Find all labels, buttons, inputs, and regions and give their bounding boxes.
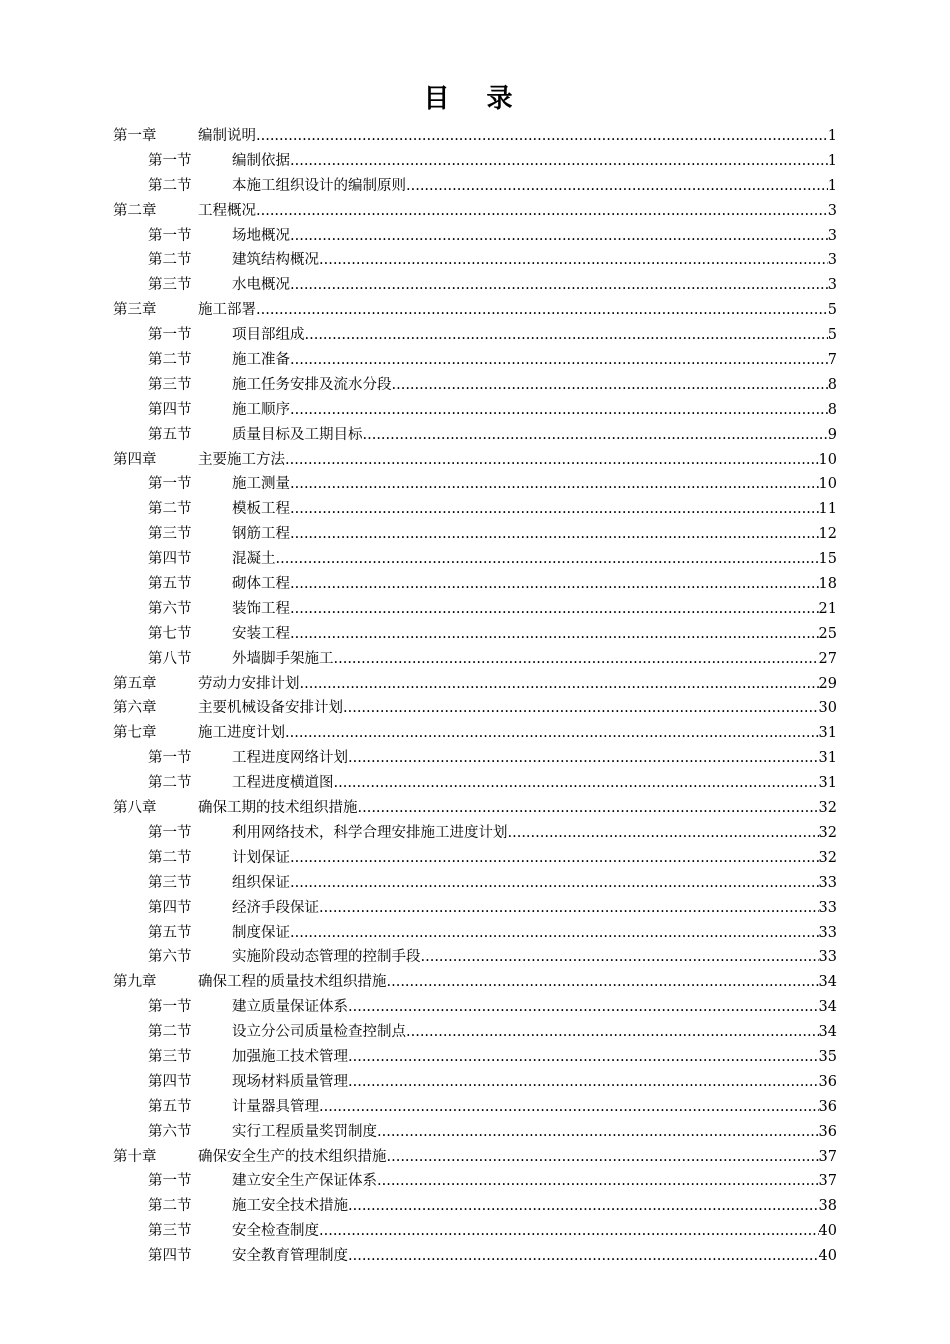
section-number: 第一节 [148, 227, 192, 244]
section-number: 第六节 [148, 600, 192, 617]
page-number: 21 [818, 600, 837, 617]
toc-chapter-entry[interactable] [113, 672, 837, 697]
section-number: 第五节 [148, 924, 192, 941]
dot-leader [387, 970, 819, 995]
entry-title: 模板工程 [232, 501, 290, 518]
toc-section-entry[interactable] [113, 647, 837, 672]
toc-chapter-entry[interactable] [113, 448, 837, 473]
toc-section-entry[interactable] [113, 348, 837, 373]
dot-leader [348, 1045, 819, 1070]
entry-title: 设立分公司质量检查控制点 [232, 1024, 406, 1041]
page-number: 32 [818, 800, 837, 817]
toc-section-entry[interactable] [113, 273, 837, 298]
entry-title: 施工任务安排及流水分段 [232, 376, 392, 393]
entry-title: 施工顺序 [232, 401, 290, 418]
section-number: 第二节 [148, 1198, 192, 1215]
page-number: 33 [818, 874, 837, 891]
section-number: 第八节 [148, 650, 192, 667]
toc-section-entry[interactable] [113, 921, 837, 946]
toc-chapter-entry[interactable] [113, 796, 837, 821]
dot-leader [290, 846, 819, 871]
entry-title: 经济手段保证 [232, 899, 319, 916]
page-number: 8 [827, 376, 837, 393]
toc-section-entry[interactable] [113, 771, 837, 796]
toc-section-entry[interactable] [113, 547, 837, 572]
entry-title: 计划保证 [232, 849, 290, 866]
entry-title: 本施工组织设计的编制原则 [232, 177, 406, 194]
section-number: 第二节 [148, 775, 192, 792]
dot-leader [348, 1070, 819, 1095]
dot-leader [290, 224, 828, 249]
dot-leader [377, 1169, 819, 1194]
toc-section-entry[interactable] [113, 248, 837, 273]
page-number: 36 [818, 1098, 837, 1115]
entry-title: 编制说明 [198, 128, 256, 144]
section-number: 第二节 [148, 352, 192, 369]
chapter-number: 第十章 [113, 1148, 157, 1165]
page-number: 29 [818, 675, 837, 692]
section-number: 第一节 [148, 750, 192, 767]
section-number: 第五节 [148, 576, 192, 593]
toc-section-entry[interactable] [113, 1120, 837, 1145]
dot-leader [285, 721, 819, 746]
entry-title: 计量器具管理 [232, 1098, 319, 1115]
entry-title: 施工测量 [232, 476, 290, 493]
page-number: 7 [827, 352, 837, 369]
entry-title: 制度保证 [232, 924, 290, 941]
chapter-number: 第八章 [113, 800, 157, 817]
toc-title: 目 录 [423, 84, 527, 114]
section-number: 第三节 [148, 376, 192, 393]
chapter-number: 第三章 [113, 302, 157, 319]
page-number: 33 [818, 924, 837, 941]
toc-section-entry[interactable] [113, 1194, 837, 1219]
section-number: 第三节 [148, 1048, 192, 1065]
entry-title: 混凝土 [232, 551, 276, 568]
toc-section-entry[interactable] [113, 522, 837, 547]
section-number: 第二节 [148, 849, 192, 866]
toc-chapter-entry[interactable] [113, 199, 837, 224]
page-number: 8 [827, 401, 837, 418]
entry-title: 工程进度横道图 [232, 775, 334, 792]
entry-title: 安装工程 [232, 625, 290, 642]
toc-section-entry[interactable] [113, 746, 837, 771]
entry-title: 建筑结构概况 [232, 252, 319, 269]
section-number: 第一节 [148, 152, 192, 169]
toc-section-entry[interactable] [113, 871, 837, 896]
entry-title: 项目部组成 [232, 327, 305, 344]
entry-title: 加强施工技术管理 [232, 1048, 348, 1065]
section-number: 第六节 [148, 1123, 192, 1140]
dot-leader [406, 1020, 819, 1045]
page-number: 31 [818, 750, 837, 767]
dot-leader [319, 1095, 819, 1120]
page-number: 3 [827, 252, 837, 269]
entry-title: 现场材料质量管理 [232, 1073, 348, 1090]
toc-section-entry[interactable] [113, 423, 837, 448]
section-number: 第二节 [148, 501, 192, 518]
section-number: 第三节 [148, 874, 192, 891]
page-number: 31 [818, 725, 837, 742]
section-number: 第三节 [148, 526, 192, 543]
dot-leader [285, 448, 819, 473]
dot-leader [256, 124, 828, 149]
page-number: 5 [827, 327, 837, 344]
page-number: 1 [827, 152, 837, 169]
toc-section-entry[interactable] [113, 1095, 837, 1120]
page-number: 36 [818, 1073, 837, 1090]
toc-section-entry[interactable] [113, 572, 837, 597]
toc-section-entry[interactable] [113, 472, 837, 497]
dot-leader [508, 821, 819, 846]
dot-leader [319, 248, 828, 273]
dot-leader [319, 896, 819, 921]
page-number: 1 [827, 177, 837, 194]
dot-leader [387, 1145, 819, 1170]
entry-title: 实行工程质量奖罚制度 [232, 1123, 377, 1140]
toc-section-entry[interactable] [113, 497, 837, 522]
dot-leader [348, 995, 819, 1020]
entry-title: 工程进度网络计划 [232, 750, 348, 767]
entry-title: 水电概况 [232, 277, 290, 294]
dot-leader [319, 1219, 819, 1244]
entry-title: 安全检查制度 [232, 1223, 319, 1240]
toc-section-entry[interactable] [113, 821, 837, 846]
dot-leader [348, 746, 819, 771]
section-number: 第四节 [148, 1248, 192, 1265]
page-number: 1 [827, 128, 837, 144]
dot-leader [290, 622, 819, 647]
entry-title: 外墙脚手架施工 [232, 650, 334, 667]
table-of-contents [113, 124, 837, 1269]
toc-section-entry[interactable] [113, 1045, 837, 1070]
entry-title: 确保工期的技术组织措施 [198, 800, 358, 817]
dot-leader [300, 672, 819, 697]
section-number: 第四节 [148, 1073, 192, 1090]
toc-section-entry[interactable] [113, 1070, 837, 1095]
page-number: 37 [818, 1148, 837, 1165]
page-number: 15 [818, 551, 837, 568]
page-number: 36 [818, 1123, 837, 1140]
page-number: 32 [818, 824, 837, 841]
dot-leader [334, 771, 819, 796]
entry-title: 实施阶段动态管理的控制手段 [232, 949, 421, 966]
dot-leader [363, 423, 828, 448]
dot-leader [305, 323, 828, 348]
dot-leader [290, 472, 819, 497]
entry-title: 确保安全生产的技术组织措施 [198, 1148, 387, 1165]
page-number: 38 [818, 1198, 837, 1215]
dot-leader [290, 348, 828, 373]
section-number: 第五节 [148, 1098, 192, 1115]
entry-title: 装饰工程 [232, 600, 290, 617]
page-number: 40 [818, 1223, 837, 1240]
dot-leader [358, 796, 819, 821]
chapter-number: 第七章 [113, 725, 157, 742]
chapter-number: 第九章 [113, 974, 157, 991]
page-number: 37 [818, 1173, 837, 1190]
entry-title: 建立质量保证体系 [232, 999, 348, 1016]
page-number: 34 [818, 974, 837, 991]
page-number: 11 [818, 501, 837, 518]
section-number: 第三节 [148, 277, 192, 294]
page-number: 32 [818, 849, 837, 866]
chapter-number: 第二章 [113, 202, 157, 219]
page-number: 31 [818, 775, 837, 792]
toc-chapter-entry[interactable] [113, 1145, 837, 1170]
section-number: 第一节 [148, 999, 192, 1016]
entry-title: 编制依据 [232, 152, 290, 169]
dot-leader [290, 398, 828, 423]
dot-leader [290, 871, 819, 896]
section-number: 第一节 [148, 1173, 192, 1190]
section-number: 第一节 [148, 824, 192, 841]
dot-leader [377, 1120, 819, 1145]
dot-leader [290, 497, 819, 522]
dot-leader [290, 597, 819, 622]
section-number: 第四节 [148, 401, 192, 418]
dot-leader [256, 298, 828, 323]
page-number: 34 [818, 1024, 837, 1041]
dot-leader [348, 1194, 819, 1219]
page-number: 40 [818, 1248, 837, 1265]
dot-leader [276, 547, 819, 572]
entry-title: 施工准备 [232, 352, 290, 369]
chapter-number: 第五章 [113, 675, 157, 692]
page-number: 27 [818, 650, 837, 667]
toc-section-entry[interactable] [113, 896, 837, 921]
page-number: 3 [827, 277, 837, 294]
entry-title: 确保工程的质量技术组织措施 [198, 974, 387, 991]
page-number: 10 [818, 451, 837, 468]
dot-leader [290, 273, 828, 298]
toc-chapter-entry[interactable] [113, 124, 837, 149]
entry-title: 施工部署 [198, 302, 256, 319]
dot-leader [348, 1244, 819, 1269]
toc-section-entry[interactable] [113, 1219, 837, 1244]
dot-leader [406, 174, 828, 199]
toc-section-entry[interactable] [113, 995, 837, 1020]
page-number: 30 [818, 700, 837, 717]
dot-leader [256, 199, 828, 224]
entry-title: 主要机械设备安排计划 [198, 700, 343, 717]
toc-chapter-entry[interactable] [113, 721, 837, 746]
page-number: 9 [827, 426, 837, 443]
page-number: 12 [818, 526, 837, 543]
section-number: 第四节 [148, 899, 192, 916]
section-number: 第六节 [148, 949, 192, 966]
toc-section-entry[interactable] [113, 149, 837, 174]
toc-section-entry[interactable] [113, 174, 837, 199]
entry-title: 建立安全生产保证体系 [232, 1173, 377, 1190]
entry-title: 组织保证 [232, 874, 290, 891]
dot-leader [290, 921, 819, 946]
entry-title: 施工安全技术措施 [232, 1198, 348, 1215]
entry-title: 质量目标及工期目标 [232, 426, 363, 443]
page-number: 33 [818, 899, 837, 916]
entry-title: 工程概况 [198, 202, 256, 219]
entry-title: 场地概况 [232, 227, 290, 244]
page-number: 18 [818, 576, 837, 593]
page-number: 33 [818, 949, 837, 966]
page-number: 34 [818, 999, 837, 1016]
page-number: 35 [818, 1048, 837, 1065]
dot-leader [290, 572, 819, 597]
toc-chapter-entry[interactable] [113, 298, 837, 323]
toc-section-entry[interactable] [113, 373, 837, 398]
toc-section-entry[interactable] [113, 1020, 837, 1045]
toc-section-entry[interactable] [113, 597, 837, 622]
dot-leader [392, 373, 828, 398]
toc-section-entry[interactable] [113, 224, 837, 249]
entry-title: 砌体工程 [232, 576, 290, 593]
page-number: 10 [818, 476, 837, 493]
section-number: 第一节 [148, 476, 192, 493]
toc-chapter-entry[interactable] [113, 696, 837, 721]
toc-section-entry[interactable] [113, 323, 837, 348]
toc-section-entry[interactable] [113, 945, 837, 970]
chapter-number: 第四章 [113, 451, 157, 468]
toc-section-entry[interactable] [113, 846, 837, 871]
section-number: 第五节 [148, 426, 192, 443]
dot-leader [290, 149, 828, 174]
toc-section-entry[interactable] [113, 398, 837, 423]
entry-title: 劳动力安排计划 [198, 675, 300, 692]
section-number: 第二节 [148, 177, 192, 194]
toc-section-entry[interactable] [113, 1244, 837, 1269]
section-number: 第七节 [148, 625, 192, 642]
chapter-number: 第一章 [113, 128, 157, 144]
toc-section-entry[interactable] [113, 1169, 837, 1194]
dot-leader [421, 945, 819, 970]
page-number: 3 [827, 227, 837, 244]
toc-section-entry[interactable] [113, 622, 837, 647]
page-number: 5 [827, 302, 837, 319]
entry-title: 钢筋工程 [232, 526, 290, 543]
entry-title: 安全教育管理制度 [232, 1248, 348, 1265]
section-number: 第三节 [148, 1223, 192, 1240]
section-number: 第二节 [148, 252, 192, 269]
entry-title: 主要施工方法 [198, 451, 285, 468]
page-number: 3 [827, 202, 837, 219]
section-number: 第一节 [148, 327, 192, 344]
section-number: 第二节 [148, 1024, 192, 1041]
dot-leader [343, 696, 819, 721]
entry-title: 施工进度计划 [198, 725, 285, 742]
dot-leader [334, 647, 819, 672]
page-number: 25 [818, 625, 837, 642]
dot-leader [290, 522, 819, 547]
chapter-number: 第六章 [113, 700, 157, 717]
section-number: 第四节 [148, 551, 192, 568]
toc-chapter-entry[interactable] [113, 970, 837, 995]
entry-title: 利用网络技术，科学合理安排施工进度计划 [232, 824, 508, 841]
